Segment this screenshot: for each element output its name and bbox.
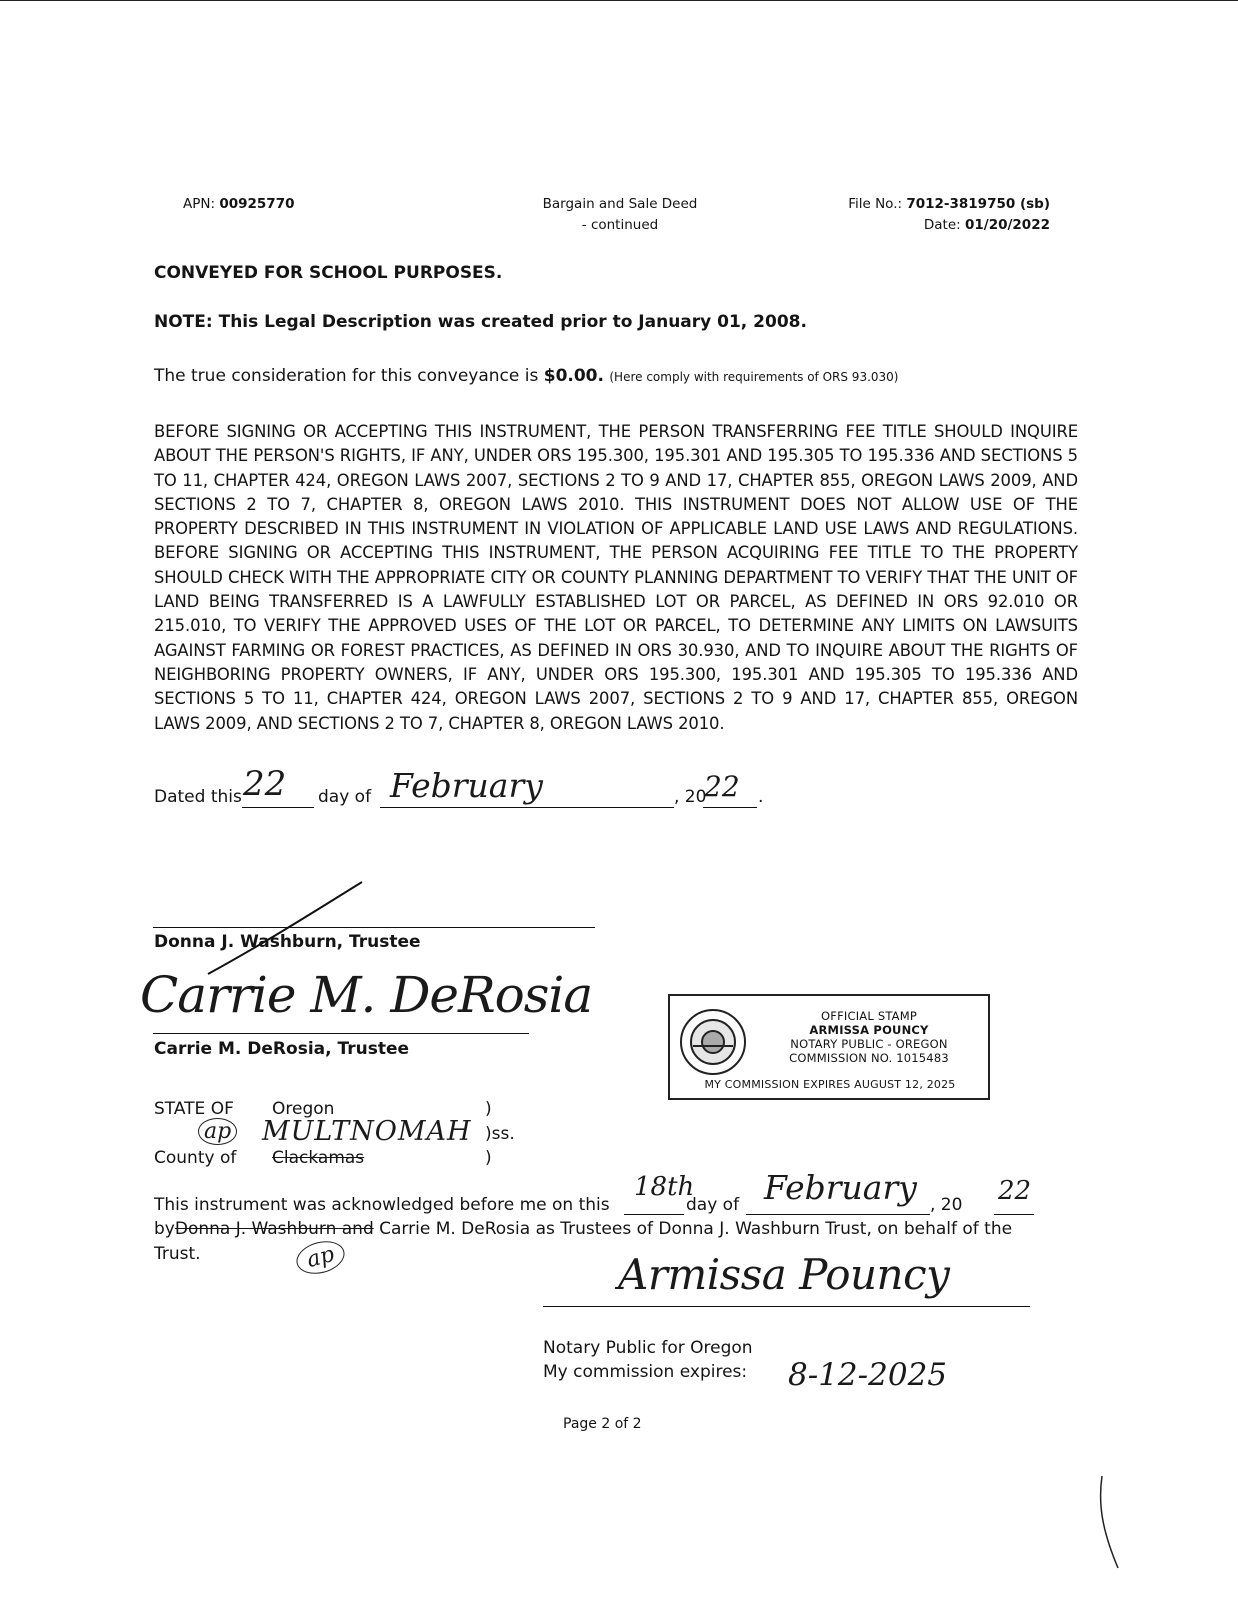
signer-second-name: Carrie M. DeRosia, Trustee xyxy=(154,1039,410,1059)
stamp-line-commission: COMMISSION NO. 1015483 xyxy=(789,1051,949,1065)
date-row xyxy=(780,215,1050,236)
file-value: 7012-3819750 (sb) xyxy=(906,196,1050,212)
doc-title-continued: - continued xyxy=(581,217,659,233)
apn-block xyxy=(183,194,294,215)
note-heading: NOTE: This Legal Description was created prior to January 01, 2008. xyxy=(154,312,807,332)
commission-label: My commission expires: xyxy=(543,1362,748,1382)
dated-year-line xyxy=(703,807,757,808)
ack-struck-name: Donna J. Washburn and xyxy=(174,1219,374,1239)
ack-day-of: day of xyxy=(686,1195,740,1215)
county-struck: Clackamas xyxy=(272,1148,365,1168)
ack-day-line xyxy=(624,1214,684,1215)
statutory-notice: BEFORE SIGNING OR ACCEPTING THIS INSTRUMENT, THE PERSON TRANSFERRING FEE TITLE SHOULD INQUIRE ABOUT THE PERSON'S RIGHTS, IF ANY, UNDER ORS 195.300, 195.301 AND 195.305 TO 195.336 AND SECTIONS 5 TO 11, CHAPTER 424, OREGON LAWS 2007, SECTIONS 2 TO 9 AND 17, CHAPTER 855, OREGON LAWS 2009, AND SECTIONS 2 TO 7, CHAPTER 8, OREGON LAWS 2010. THIS INSTRUMENT DOES NOT ALLOW USE OF THE PROPERTY DESCRIBED IN THIS INSTRUMENT IN VIOLATION OF APPLICABLE LAND USE LAWS AND REGULATIONS. BEFORE SIGNING OR ACCEPTING THIS INSTRUMENT, THE PERSON ACQUIRING FEE TITLE TO THE PROPERTY SHOULD CHECK WITH THE APPROPRIATE CITY OR COUNTY PLANNING DEPARTMENT TO VERIFY THAT THE UNIT OF LAND BEING TRANSFERRED IS A LAWFULLY ESTABLISHED LOT OR PARCEL, AS DEFINED IN ORS 92.010 OR 215.010, TO VERIFY THE APPROVED USES OF THE LOT OR PARCEL, TO DETERMINE ANY LIMITS ON LAWSUITS AGAINST FARMING OR FOREST PRACTICES, AS DEFINED IN ORS 30.930, AND TO INQUIRE ABOUT THE RIGHTS OF NEIGHBORING PROPERTY OWNERS, IF ANY, UNDER ORS 195.300, 195.301 AND 195.305 TO 195.336 AND SECTIONS 5 TO 11, CHAPTER 424, OREGON LAWS 2007, SECTIONS 2 TO 9 AND 17, CHAPTER 855, OREGON LAWS 2009, AND SECTIONS 2 TO 7, CHAPTER 8, OREGON LAWS 2010. xyxy=(154,422,1078,733)
stamp-line-name: ARMISSA POUNCY xyxy=(809,1023,929,1037)
consideration-amount: $0.00. xyxy=(543,366,604,386)
consideration-prefix: The true consideration for this conveyance is xyxy=(154,366,539,386)
venue-paren-2: )ss. xyxy=(485,1124,515,1144)
consideration-note: (Here comply with requirements of ORS 93.030) xyxy=(609,370,899,384)
venue-paren-1: ) xyxy=(485,1099,492,1119)
apn-value: 00925770 xyxy=(219,196,295,212)
ack-line-3: Trust. xyxy=(154,1244,201,1264)
dated-label: Dated this xyxy=(154,787,242,807)
top-border-line xyxy=(0,0,1238,1)
ack-year-prefix: , 20 xyxy=(930,1195,963,1215)
dated-year-prefix: , 20 xyxy=(674,787,707,807)
venue-paren-3: ) xyxy=(485,1148,492,1168)
consideration-line xyxy=(154,366,898,386)
state-value: Oregon xyxy=(272,1099,335,1119)
ack-line-2 xyxy=(154,1219,1012,1239)
ack-month: February xyxy=(764,1168,917,1207)
signer-first-name: Donna J. Washburn, Trustee xyxy=(154,932,421,952)
state-label: STATE OF xyxy=(154,1099,234,1119)
ack-initials: ap xyxy=(293,1236,349,1279)
signature-line-second xyxy=(153,1033,529,1034)
stamp-line-notary: NOTARY PUBLIC - OREGON xyxy=(790,1037,948,1051)
dated-month-line xyxy=(380,807,674,808)
file-block xyxy=(780,194,1050,236)
notary-title: Notary Public for Oregon xyxy=(543,1338,753,1358)
stamp-text-block xyxy=(754,1009,984,1065)
page-number: Page 2 of 2 xyxy=(563,1416,642,1432)
strike-mark-signature xyxy=(200,878,370,978)
county-label: County of xyxy=(154,1148,237,1168)
notary-signature-line xyxy=(543,1306,1030,1307)
stamp-line-official: OFFICIAL STAMP xyxy=(821,1009,917,1023)
date-label: Date: xyxy=(923,217,961,233)
ack-year-line xyxy=(994,1214,1034,1215)
ack-day: 18th xyxy=(634,1172,695,1202)
notary-signature: Armissa Pouncy xyxy=(618,1250,950,1299)
dated-month: February xyxy=(390,766,543,805)
file-number-row xyxy=(780,194,1050,215)
stamp-line-expires: MY COMMISSION EXPIRES AUGUST 12, 2025 xyxy=(704,1078,956,1091)
dated-year: 22 xyxy=(704,770,740,803)
county-initials: ap xyxy=(198,1118,237,1145)
date-value: 01/20/2022 xyxy=(964,217,1050,233)
dated-day-of: day of xyxy=(318,787,372,807)
ack-rest: Carrie M. DeRosia as Trustees of Donna J. Washburn Trust, on behalf of the xyxy=(379,1219,1013,1239)
doc-title-block xyxy=(500,194,740,236)
commission-value: 8-12-2025 xyxy=(788,1357,948,1393)
ack-month-line xyxy=(746,1214,930,1215)
official-notary-stamp xyxy=(668,994,990,1100)
ack-prefix: This instrument was acknowledged before me on this xyxy=(154,1195,610,1215)
county-handwritten: MULTNOMAH xyxy=(262,1116,472,1147)
dated-period: . xyxy=(758,787,764,807)
apn-label: APN: xyxy=(183,196,216,212)
doc-title: Bargain and Sale Deed xyxy=(542,196,698,212)
dated-day: 22 xyxy=(243,764,287,804)
conveyed-heading: CONVEYED FOR SCHOOL PURPOSES. xyxy=(154,263,503,283)
ack-year: 22 xyxy=(998,1176,1032,1206)
file-label: File No.: xyxy=(848,196,903,212)
signature-carrie: Carrie M. DeRosia xyxy=(140,966,593,1024)
oregon-seal-icon xyxy=(678,1006,748,1078)
margin-bracket-mark xyxy=(1096,1474,1126,1574)
ack-by: by xyxy=(154,1219,175,1239)
dated-day-line xyxy=(242,807,314,808)
